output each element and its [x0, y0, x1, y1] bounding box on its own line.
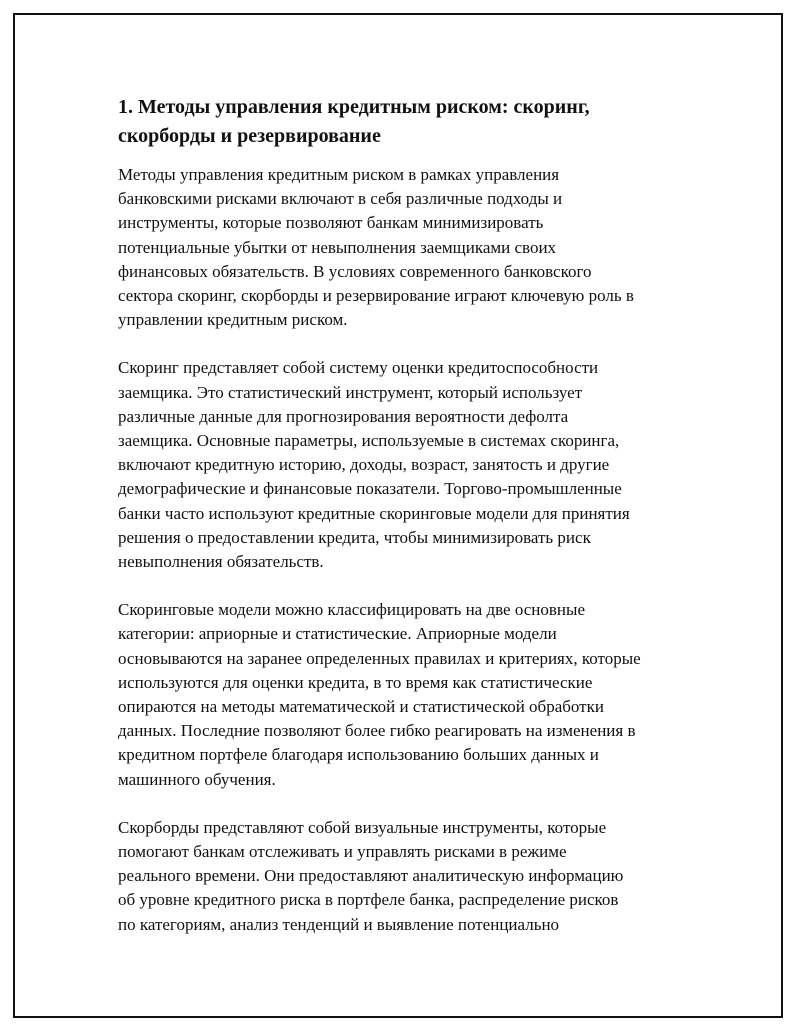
text-line: инструменты, которые позволяют банкам минимизировать: [118, 213, 544, 233]
text-line: невыполнения обязательств.: [118, 552, 324, 572]
paragraph-intro: [118, 163, 708, 332]
document-body: [118, 93, 708, 937]
text-line: Скоринговые модели можно классифицировать на две основные: [118, 600, 585, 620]
text-line: об уровне кредитного риска в портфеле банка, распределение рисков: [118, 890, 619, 910]
section-title-line-1: 1. Методы управления кредитным риском: скоринг,: [118, 96, 590, 118]
text-line: Скоринг представляет собой систему оценки кредитоспособности: [118, 358, 599, 378]
text-line: банки часто используют кредитные скоринговые модели для принятия: [118, 503, 630, 523]
text-line: данных. Последние позволяют более гибко реагировать на изменения в: [118, 721, 636, 741]
text-line: по категориям, анализ тенденций и выявление потенциально: [118, 914, 560, 934]
text-line: используются для оценки кредита, в то время как статистические: [118, 672, 593, 692]
text-line: опираются на методы математической и статистической обработки: [118, 697, 604, 717]
paragraph-scoreboards: [118, 816, 708, 937]
text-line: заемщика. Это статистический инструмент, который использует: [118, 382, 583, 402]
text-line: решения о предоставлении кредита, чтобы минимизировать риск: [118, 527, 591, 547]
text-line: заемщика. Основные параметры, используемые в системах скоринга,: [118, 431, 620, 451]
text-line: категории: априорные и статистические. Априорные модели: [118, 624, 557, 644]
paragraph-scoring: [118, 356, 708, 574]
text-line: кредитном портфеле благодаря использованию больших данных и: [118, 745, 599, 765]
text-line: помогают банкам отслеживать и управлять рисками в режиме: [118, 842, 567, 862]
text-line: реального времени. Они предоставляют аналитическую информацию: [118, 866, 624, 886]
text-line: потенциальные убытки от невыполнения заемщиками своих: [118, 237, 557, 257]
text-line: машинного обучения.: [118, 769, 276, 789]
text-line: демографические и финансовые показатели. Торгово-промышленные: [118, 479, 622, 499]
text-line: различные данные для прогнозирования вероятности дефолта: [118, 406, 569, 426]
text-line: Методы управления кредитным риском в рамках управления: [118, 165, 560, 184]
text-line: финансовых обязательств. В условиях современного банковского: [118, 261, 592, 281]
section-title-line-2: скорборды и резервирование: [118, 125, 381, 147]
text-line: управлении кредитным риском.: [118, 310, 348, 330]
text-line: включают кредитную историю, доходы, возраст, занятость и другие: [118, 455, 610, 475]
text-line: Скорборды представляют собой визуальные инструменты, которые: [118, 817, 607, 837]
text-line: сектора скоринг, скорборды и резервирование играют ключевую роль в: [118, 286, 634, 306]
paragraph-scoring-models: [118, 598, 708, 792]
text-line: основываются на заранее определенных правилах и критериях, которые: [118, 648, 641, 668]
text-line: банковскими рисками включают в себя различные подходы и: [118, 189, 563, 209]
section-title: [118, 93, 708, 151]
